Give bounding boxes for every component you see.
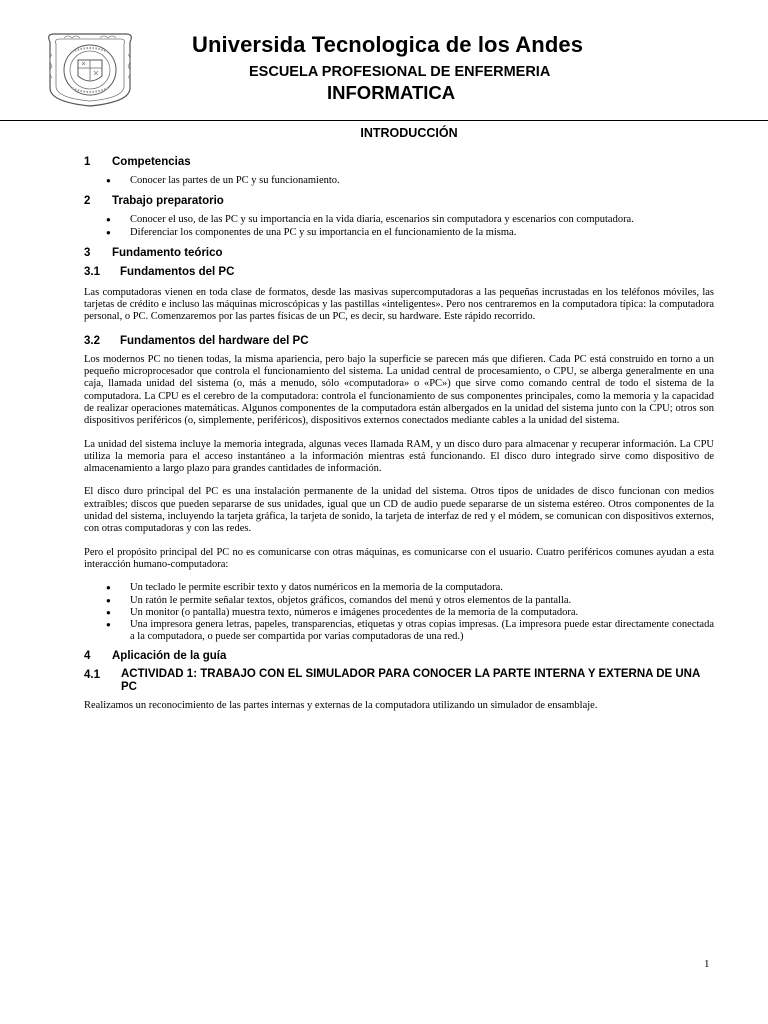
list-item: ● Diferenciar los componentes de una PC y su importancia en el funcionamiento de la misma. xyxy=(106,226,517,238)
section-number: 3 xyxy=(84,246,91,259)
section-number: 3.1 xyxy=(84,265,100,278)
paragraph: Pero el propósito principal del PC no es comunicarse con otras máquinas, es comunicarse con el usuario. Cuatro periféricos comunes ayudan a esta interacción humano-computadora: xyxy=(84,546,714,570)
university-seal-icon xyxy=(44,30,136,108)
list-item: ● Conocer el uso, de las PC y su importancia en la vida diaria, escenarios sin computadora y escenarios con computadora. xyxy=(106,214,634,226)
section-number: 4.1 xyxy=(84,668,100,681)
preparatory-list xyxy=(84,214,714,239)
paragraph: Los modernos PC no tienen todas, la misma apariencia, pero bajo la superficie se parecen más que difieren. Cada PC está construido en torno a un pequeño microprocesador que controla el funcionamiento del sistema. La unidad central de procesamiento, o CPU, se alberga generalmente en una caja, llamada unidad del sistema (o, más a menudo, sólo «computadora» o «PC») que sirve como comando central de todo el sistema de la computadora. La CPU es el cerebro de la computadora: controla el funcionamiento de sus componentes principales, como la memoria y la capacidad de realizar operaciones matemáticas. Algunos componentes de la computadora están albergados en la unidad del sistema junto con la CPU; otros son dispositivos periféricos (o, simplemente, periféricos), dispositivos externos conectados mediante cables a la unidad del sistema. xyxy=(84,353,714,427)
header-divider xyxy=(0,120,768,121)
document-body xyxy=(84,126,714,712)
paragraph: La unidad del sistema incluye la memoria integrada, algunas veces llamada RAM, y un disco duro para almacenar y recuperar información. La CPU utiliza la memoria para el acceso instantáneo a la información mientras está funcionando. El disco duro integrado sirve como dispositivo de almacenamiento a largo plazo para grandes cantidades de información. xyxy=(84,438,714,475)
subsection-heading xyxy=(84,333,714,349)
page-number: 1 xyxy=(704,958,710,970)
paragraph: Realizamos un reconocimiento de las partes internas y externas de la computadora utilizando un simulador de ensamblaje. xyxy=(84,699,598,711)
section-heading xyxy=(84,648,714,664)
list-item: ● Conocer las partes de un PC y su funcionamiento. xyxy=(106,175,340,186)
list-item: ● Un monitor (o pantalla) muestra texto, números e imágenes procedentes de la memoria de la computadora. xyxy=(106,606,579,618)
competencies-list xyxy=(84,175,714,187)
section-title: Trabajo preparatorio xyxy=(112,195,224,208)
list-item: ● Una impresora genera letras, papeles, transparencias, etiquetas y otras copias impresas. (La impresora puede estar directamente conectada a la computadora, o puede ser compartida por varias computadoras de una red.) xyxy=(106,619,714,643)
school-name: ESCUELA PROFESIONAL DE ENFERMERIA xyxy=(249,64,551,80)
section-title: ACTIVIDAD 1: TRABAJO CON EL SIMULADOR PARA CONOCER LA PARTE INTERNA Y EXTERNA DE UNA PC xyxy=(121,667,700,693)
subsection-heading xyxy=(84,264,714,280)
section-number: 2 xyxy=(84,195,91,208)
section-title: Aplicación de la guía xyxy=(112,649,227,662)
list-item: ● Un ratón le permite señalar textos, objetos gráficos, comandos del menú y otros elementos de la pantalla. xyxy=(106,594,572,606)
paragraph: Las computadoras vienen en toda clase de formatos, desde las masivas supercomputadoras a las pequeñas incrustadas en los teléfonos móviles, las tarjetas de crédito e incluso las máquinas microscópicas y las pastillas «inteligentes». Pero nos centraremos en la computadora típica: la computadora personal, o PC. Comenzaremos por las partes físicas de un PC, es decir, su hardware. Este rápido recorrido. xyxy=(84,286,714,323)
section-number: 1 xyxy=(84,156,91,168)
list-item: ● Un teclado le permite escribir texto y datos numéricos en la memoria de la computadora. xyxy=(106,582,503,594)
section-heading xyxy=(84,154,714,170)
section-number: 3.2 xyxy=(84,334,100,347)
peripherals-list xyxy=(84,582,714,643)
section-number: 4 xyxy=(84,649,91,662)
subsection-heading xyxy=(84,668,714,694)
document-title: INTRODUCCIÓN xyxy=(360,126,458,140)
section-title: Fundamentos del PC xyxy=(120,265,235,278)
section-title: Competencias xyxy=(112,156,191,168)
section-title: Fundamentos del hardware del PC xyxy=(120,334,309,347)
section-heading xyxy=(84,193,714,209)
university-name: Universida Tecnologica de los Andes xyxy=(192,32,584,57)
paragraph: El disco duro principal del PC es una instalación permanente de la unidad del sistema. Otros tipos de unidades de disco funcionan con medios extraíbles; discos que pueden separarse de sus unidades, igual que un CD de audio puede separarse de un sistema estéreo. Otros componentes de la unidad del sistema, incluyendo la tarjeta gráfica, la tarjeta de sonido, la tarjeta de interfaz de red y el módem, se comunican con dispositivos externos, con otras computadoras y con las redes. xyxy=(84,486,714,535)
section-heading xyxy=(84,245,714,261)
section-title: Fundamento teórico xyxy=(112,246,223,259)
course-name: INFORMATICA xyxy=(327,82,456,103)
